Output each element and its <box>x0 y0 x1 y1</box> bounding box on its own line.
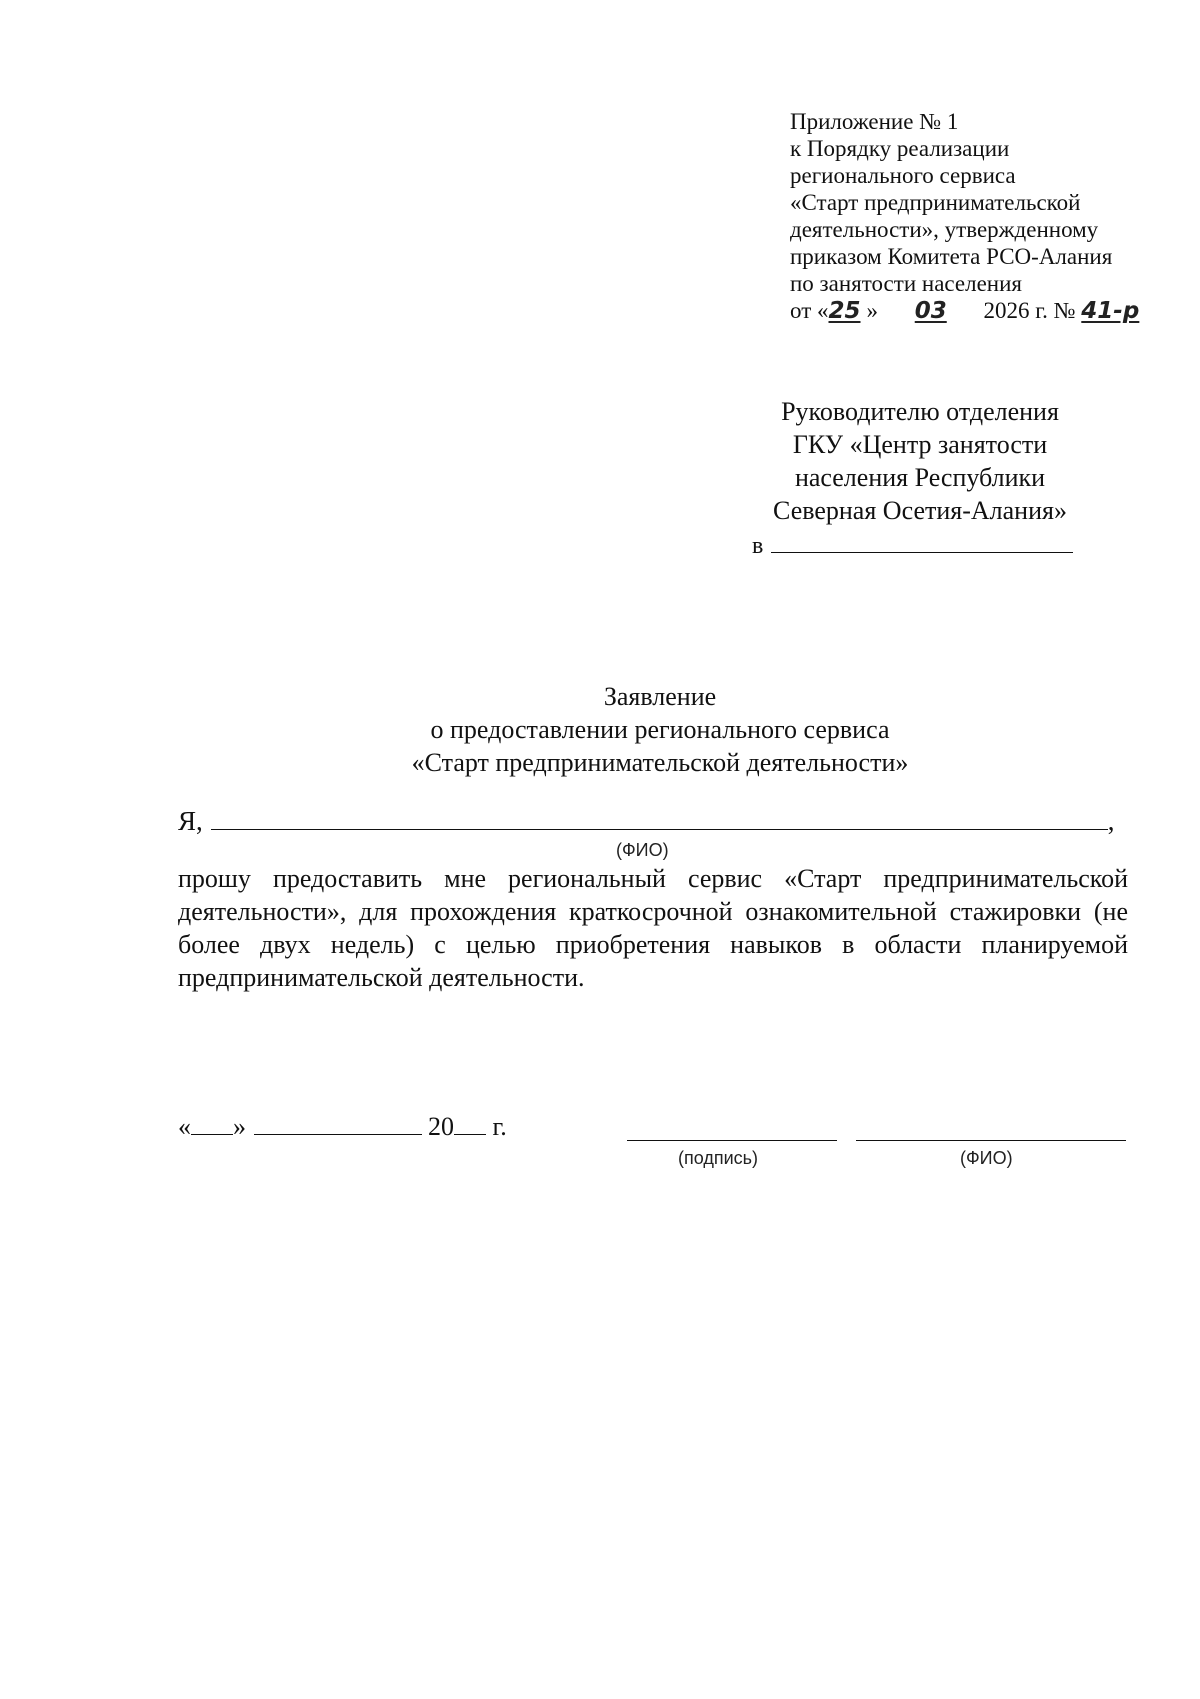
applicant-fio-field[interactable] <box>211 829 1108 830</box>
appendix-line: по занятости населения <box>790 271 1022 296</box>
request-text: прошу предоставить мне региональный сервис «Старт предпринимательской деятельности», для прохождения краткосрочной ознакомительной стажировки (не более двух недель) с целью приобретения навыков в области планируемой предпринимательской деятельности. <box>178 864 1128 992</box>
fio-caption: (ФИО) <box>616 840 669 860</box>
handwritten-month: 03 <box>914 298 947 324</box>
addressee-department-line <box>752 532 1073 560</box>
addressee-line: населения Республики <box>794 463 1046 492</box>
addressee-block <box>720 395 1120 527</box>
quote-close: » <box>233 1112 246 1141</box>
year-blank-field[interactable] <box>454 1134 486 1135</box>
addressee-line: ГКУ «Центр занятости <box>792 430 1048 459</box>
applicant-suffix: , <box>1107 806 1115 836</box>
appendix-line: к Порядку реализации <box>790 136 1010 161</box>
signature-fio-field[interactable] <box>856 1140 1126 1141</box>
addressee-line: Северная Осетия-Алания» <box>773 496 1067 525</box>
appendix-line: Приложение № 1 <box>790 109 959 134</box>
addressee-line: Руководителю отделения <box>781 397 1059 426</box>
day-blank-field[interactable] <box>191 1134 233 1135</box>
date-prefix: от « <box>790 298 829 323</box>
footer-date-line <box>178 1112 507 1142</box>
date-year-number-label: 2026 г. № <box>983 298 1076 323</box>
appendix-line: регионального сервиса <box>790 163 1016 188</box>
document-title <box>200 680 1120 779</box>
appendix-line: «Старт предпринимательской <box>790 190 1081 215</box>
fio-caption: (ФИО) <box>960 1148 1013 1168</box>
applicant-prefix: Я, <box>178 806 203 836</box>
handwritten-day: 25 <box>828 298 861 324</box>
appendix-block <box>790 108 1170 325</box>
addressee-v-prefix: в <box>752 533 764 559</box>
year-suffix: г. <box>492 1112 507 1141</box>
appendix-line: деятельности», утвержденному <box>790 217 1099 242</box>
applicant-line <box>178 806 1115 836</box>
handwritten-order-number: 41-р <box>1081 298 1140 324</box>
quote-open: « <box>178 1112 191 1141</box>
signature-field[interactable] <box>627 1140 837 1141</box>
department-blank-field[interactable] <box>771 552 1073 553</box>
month-blank-field[interactable] <box>254 1134 422 1135</box>
title-line: о предоставлении регионального сервиса <box>430 715 890 744</box>
year-prefix: 20 <box>428 1112 454 1141</box>
title-line: Заявление <box>603 682 717 711</box>
title-line: «Старт предпринимательской деятельности» <box>411 748 909 777</box>
date-quote-close: » <box>866 298 878 323</box>
signature-caption: (подпись) <box>678 1148 759 1168</box>
appendix-date-line <box>790 297 1170 325</box>
appendix-line: приказом Комитета РСО-Алания <box>790 244 1113 269</box>
